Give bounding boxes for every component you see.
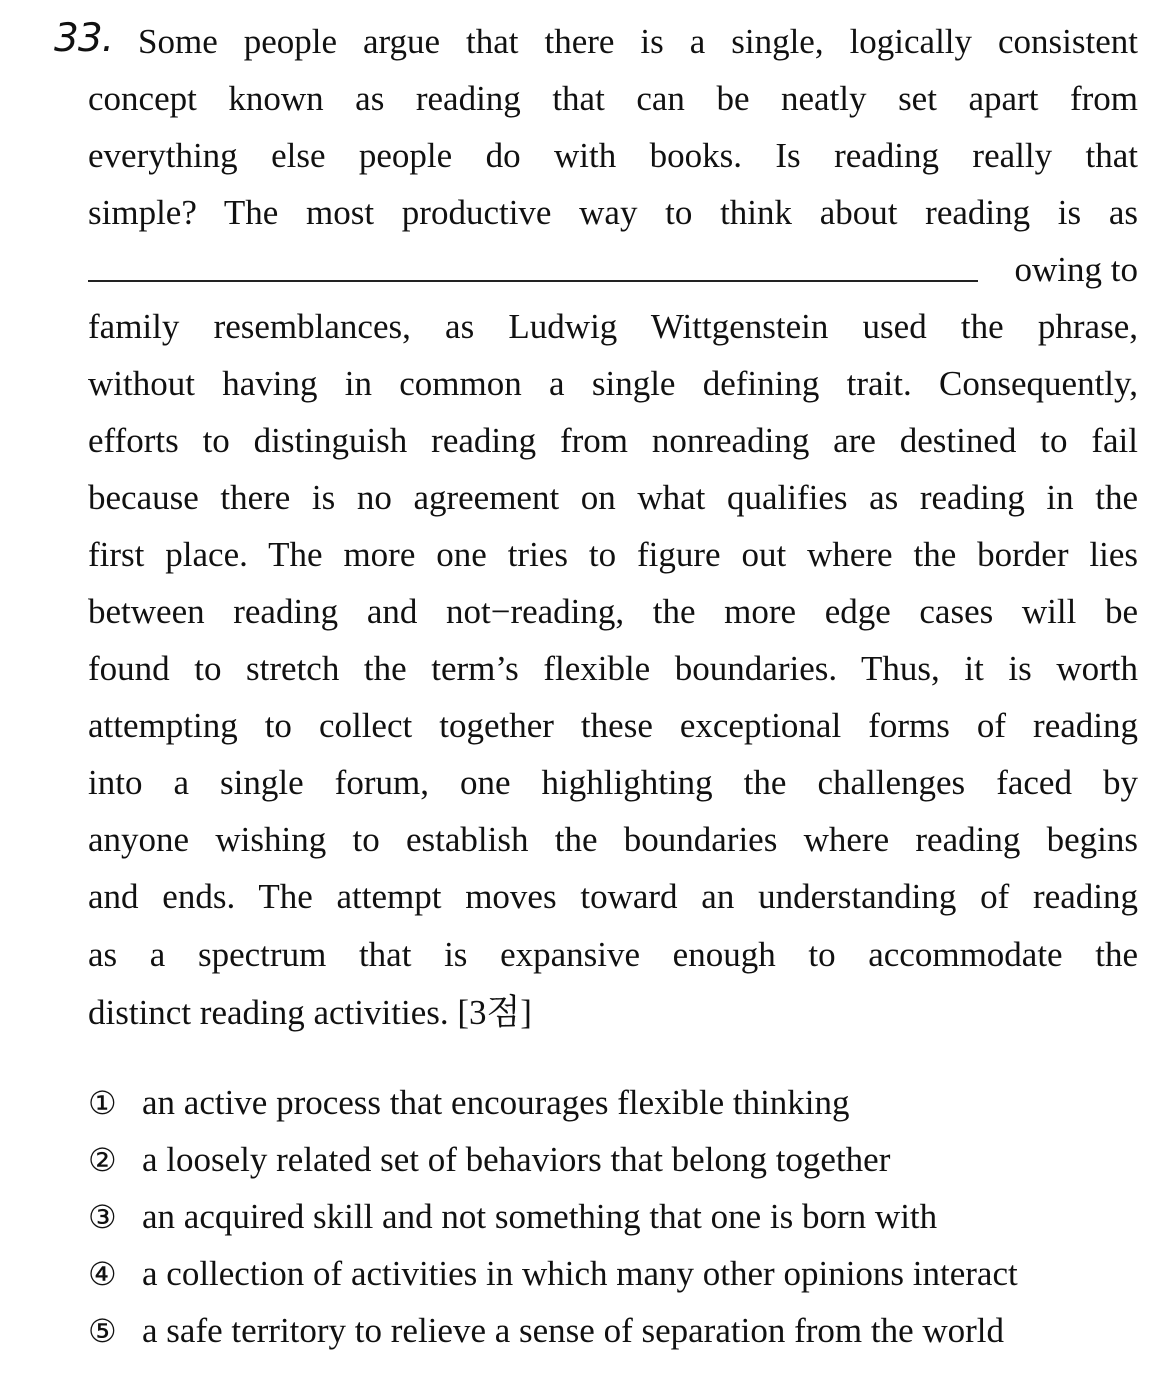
choice-text: a safe territory to relieve a sense of separation from the world <box>142 1311 1005 1350</box>
choice-4[interactable] <box>88 1245 1018 1302</box>
passage-line: owing to <box>1014 250 1138 289</box>
choice-marker: ③ <box>88 1198 117 1236</box>
choice-marker: ② <box>88 1141 117 1179</box>
passage-line: concept known as reading that can be neatly set apart from <box>88 79 1138 118</box>
passage-line: simple? The most productive way to think about reading is as <box>88 193 1138 232</box>
choice-text: a collection of activities in which many other opinions interact <box>142 1254 1018 1293</box>
passage-line: family resemblances, as Ludwig Wittgenstein used the phrase, <box>88 307 1138 346</box>
passage-line: because there is no agreement on what qualifies as reading in the <box>88 478 1138 517</box>
passage-line: efforts to distinguish reading from nonreading are destined to fail <box>88 421 1138 460</box>
passage-line: without having in common a single defining trait. Consequently, <box>88 364 1138 403</box>
choice-marker: ① <box>88 1084 117 1122</box>
passage-line-last: distinct reading activities. [3점] <box>88 993 532 1032</box>
passage-line: attempting to collect together these exceptional forms of reading <box>88 706 1138 745</box>
choice-marker: ④ <box>88 1255 117 1293</box>
choice-1[interactable] <box>88 1074 850 1131</box>
passage-line: and ends. The attempt moves toward an understanding of reading <box>88 877 1138 916</box>
question-number: 33. <box>54 16 114 61</box>
passage-line: between reading and not−reading, the more edge cases will be <box>88 592 1138 631</box>
choice-3[interactable] <box>88 1188 937 1245</box>
passage-line: first place. The more one tries to figure out where the border lies <box>88 535 1138 574</box>
blank-answer-line <box>88 241 1138 298</box>
answer-blank <box>88 241 978 282</box>
passage-line: everything else people do with books. Is reading really that <box>88 136 1138 175</box>
passage-line: as a spectrum that is expansive enough to accommodate the <box>88 935 1138 974</box>
passage-line: anyone wishing to establish the boundaries where reading begins <box>88 820 1138 859</box>
choice-text: a loosely related set of behaviors that belong together <box>142 1140 891 1179</box>
passage-line: into a single forum, one highlighting the challenges faced by <box>88 763 1138 802</box>
choice-text: an acquired skill and not something that one is born with <box>142 1197 938 1236</box>
choice-5[interactable] <box>88 1302 1004 1359</box>
passage-line: found to stretch the term’s flexible boundaries. Thus, it is worth <box>88 649 1138 688</box>
passage-line: Some people argue that there is a single, logically consistent <box>138 22 1138 61</box>
choice-marker: ⑤ <box>88 1312 117 1350</box>
choice-text: an active process that encourages flexible thinking <box>142 1083 850 1122</box>
choice-2[interactable] <box>88 1131 890 1188</box>
